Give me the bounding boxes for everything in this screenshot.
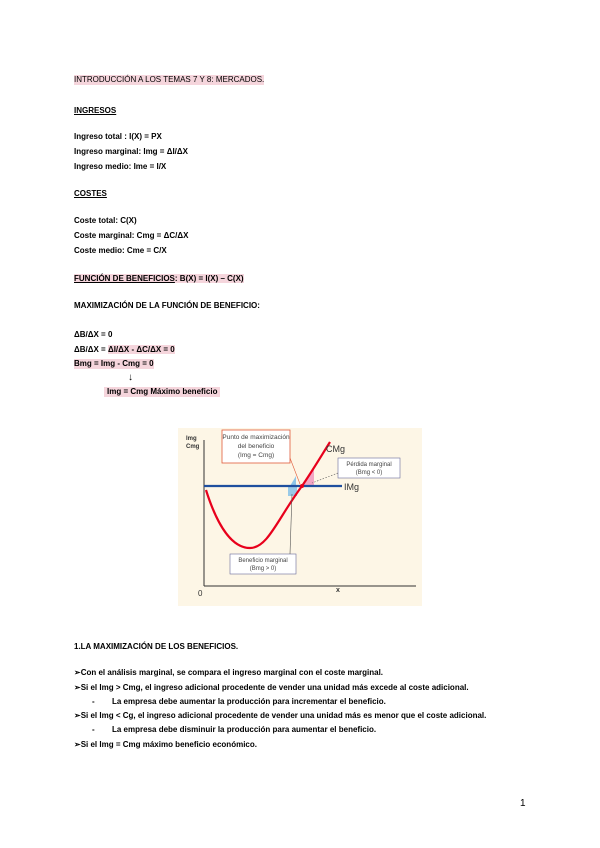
list-item <box>74 711 486 721</box>
ingreso-medio: Ingreso medio: Ime = I/X <box>74 162 167 171</box>
list-subitem-text: La empresa debe aumentar la producción para incrementar el beneficio. <box>112 697 386 706</box>
box-max-line-1: Punto de maximización <box>222 434 290 441</box>
marginal-analysis-figure <box>178 428 422 606</box>
bullet-arrow-icon: ➢ <box>74 683 81 692</box>
section1-heading: 1.LA MAXIMIZACIÓN DE LOS BENEFICIOS. <box>74 642 239 651</box>
origin-label: 0 <box>198 589 203 598</box>
x-label: x <box>336 587 340 594</box>
box-max-line-2: del beneficio <box>237 443 275 450</box>
list-subitem-text: La empresa debe disminuir la producción para aumentar el beneficio. <box>112 725 377 734</box>
y-label-cmg: Cmg <box>186 444 200 450</box>
list-subitem <box>92 697 386 707</box>
marginal-analysis-svg <box>178 428 422 606</box>
equation-3: Bmg = Img - Cmg = 0 <box>74 359 154 368</box>
y-label-img: Img <box>186 436 197 442</box>
list-subitem <box>92 725 376 735</box>
list-item <box>74 668 383 678</box>
ingreso-marginal: Ingreso marginal: Img = ΔI/ΔX <box>74 147 188 156</box>
dash-marker: - <box>92 697 95 706</box>
box-loss-line-1: Pérdida marginal <box>346 462 392 468</box>
box-gain-line-1: Beneficio marginal <box>238 558 288 564</box>
coste-medio: Coste medio: Cme = C/X <box>74 246 167 255</box>
equation-1: ΔB/ΔX = 0 <box>74 330 113 339</box>
equation-2-left: ΔB/ΔX = <box>74 345 108 354</box>
list-item-text: Con el análisis marginal, se compara el ingreso marginal con el coste marginal. <box>80 668 384 677</box>
cmg-label: CMg <box>326 444 346 454</box>
list-item-text: Si el Img > Cmg, el ingreso adicional procedente de vender una unidad más excede al coste adicional. <box>80 683 469 692</box>
equation-2-right: ΔI/ΔX - ΔC/ΔX = 0 <box>107 345 175 354</box>
equation-2 <box>74 345 175 355</box>
list-item <box>74 683 469 693</box>
costes-heading: COSTES <box>74 189 107 198</box>
funcion-beneficios-formula: : B(X) = I(X) – C(X) <box>174 274 244 283</box>
box-loss-pointer <box>312 473 338 483</box>
maximizacion-heading: MAXIMIZACIÓN DE LA FUNCIÓN DE BENEFICIO: <box>74 301 260 310</box>
funcion-beneficios <box>74 274 244 284</box>
ingreso-total: Ingreso total : I(X) = PX <box>74 132 162 141</box>
result-highlight: Img = Cmg Máximo beneficio <box>104 387 220 397</box>
dash-marker: - <box>92 725 95 734</box>
bullet-arrow-icon: ➢ <box>74 711 81 720</box>
funcion-beneficios-label: FUNCIÓN DE BENEFICIOS <box>74 274 175 283</box>
bullet-arrow-icon: ➢ <box>74 740 81 749</box>
list-item <box>74 740 257 750</box>
coste-total: Coste total: C(X) <box>74 216 137 225</box>
document-title: INTRODUCCIÓN A LOS TEMAS 7 Y 8: MERCADOS. <box>74 75 265 84</box>
gain-area <box>288 476 296 486</box>
list-item-text: Si el Img < Cg, el ingreso adicional procedente de vender una unidad más es menor que el coste adicional. <box>80 711 487 720</box>
img-label: IMg <box>344 482 360 492</box>
coste-marginal: Coste marginal: Cmg = ΔC/ΔX <box>74 231 189 240</box>
intersection-point <box>300 484 304 488</box>
list-item-text: Si el Img = Cmg máximo beneficio económico. <box>80 740 257 749</box>
bullet-arrow-icon: ➢ <box>74 668 81 677</box>
box-max-line-3: (Img = Cmg) <box>237 452 275 459</box>
box-gain-line-2: (Bmg > 0) <box>249 566 277 572</box>
page-number: 1 <box>520 798 526 809</box>
box-loss-line-2: (Bmg < 0) <box>355 470 383 476</box>
ingresos-heading: INGRESOS <box>74 106 117 115</box>
down-arrow-icon: ↓ <box>128 372 133 383</box>
